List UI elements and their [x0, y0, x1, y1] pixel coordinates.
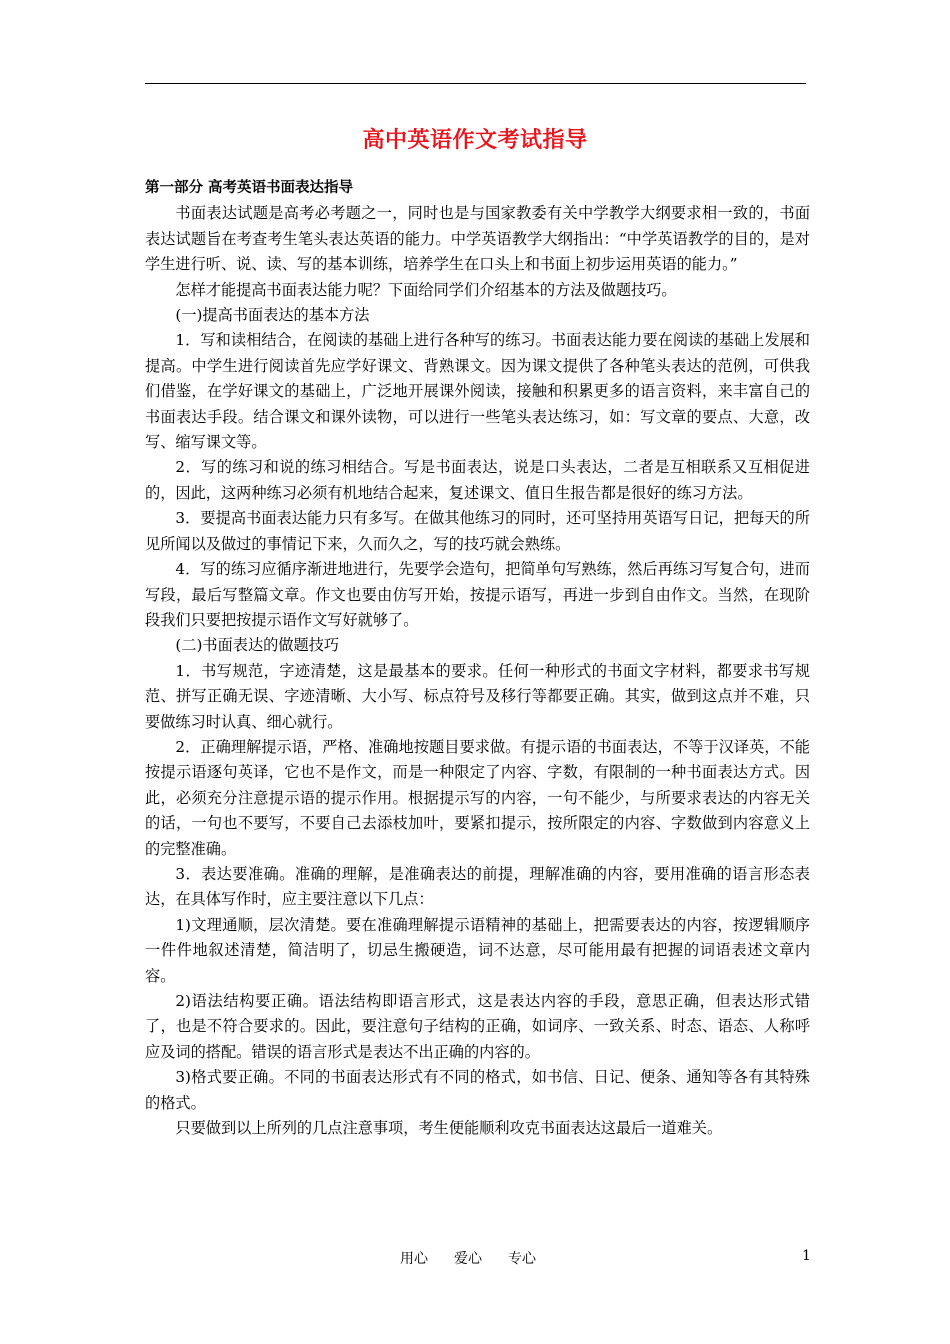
- motto-word: 爱心: [454, 1251, 482, 1267]
- paragraph: 1．书写规范，字迹清楚，这是最基本的要求。任何一种形式的书面文字材料，都要求书写规范、拼写正确无误、字迹清晰、大小写、标点符号及移行等都要正确。其实，做到这点并不难，只要做练习时认真、细心就行。: [145, 661, 810, 731]
- page-number: 1: [802, 1248, 811, 1264]
- paragraph: 2)语法结构要正确。语法结构即语言形式，这是表达内容的手段，意思正确，但表达形式错了，也是不符合要求的。因此，要注意句子结构的正确，如词序、一致关系、时态、语态、人称呼应及词的搭配。错误的语言形式是表达不出正确的内容的。: [145, 992, 810, 1061]
- document-title: 高中英语作文考试指导: [362, 128, 588, 153]
- paragraph: 书面表达试题是高考必考题之一，同时也是与国家教委有关中学教学大纲要求相一致的，书面表达试题旨在考查考生笔头表达英语的能力。中学英语教学大纲指出：“中学英语教学的目的，是对学生进行听、说、读、写的基本训练，培养学生在口头上和书面上初步运用英语的能力。”: [145, 204, 810, 274]
- motto-word: 用心: [400, 1251, 428, 1267]
- paragraph: 2．写的练习和说的练习相结合。写是书面表达，说是口头表达，二者是互相联系又互相促进的，因此，这两种练习必须有机地结合起来，复述课文、值日生报告都是很好的练习方法。: [145, 458, 810, 502]
- paragraph: 1)文理通顺，层次清楚。要在准确理解提示语精神的基础上，把需要表达的内容，按逻辑顺序一件件地叙述清楚，简洁明了，切忌生搬硬造，词不达意，尽可能用最有把握的词语表述文章内容。: [145, 915, 810, 985]
- subsection-heading: (一)提高书面表达的基本方法: [175, 306, 370, 325]
- header-rule: [145, 83, 806, 84]
- footer-motto: [400, 1248, 562, 1268]
- paragraph: 只要做到以上所列的几点注意事项，考生便能顺利攻克书面表达这最后一道难关。: [175, 1119, 723, 1138]
- paragraph: 2．正确理解提示语，严格、准确地按题目要求做。有提示语的书面表达，不等于汉译英，不能按提示语逐句英译，它也不是作文，而是一种限定了内容、字数，有限制的一种书面表达方式。因此，必须充分注意提示语的提示作用。根据提示写的内容，一句不能少，与所要求表达的内容无关的话，一句也不要写，不要自己去添枝加叶，要紧扣提示，按所限定的内容、字数做到内容意义上的完整准确。: [145, 737, 810, 858]
- paragraph: 4．写的练习应循序渐进地进行，先要学会造句，把简单句写熟练，然后再练习写复合句，进而写段，最后写整篇文章。作文也要由仿写开始，按提示语写，再进一步到自由作文。当然，在现阶段我们只要把按提示语作文写好就够了。: [145, 560, 810, 629]
- paragraph: 3．表达要准确。准确的理解，是准确表达的前提，理解准确的内容，要用准确的语言形态表达，在具体写作时，应主要注意以下几点：: [145, 864, 810, 909]
- document-body: [145, 176, 810, 1141]
- paragraph: 1．写和读相结合，在阅读的基础上进行各种写的练习。书面表达能力要在阅读的基础上发展和提高。中学生进行阅读首先应学好课文、背熟课文。因为课文提供了各种笔头表达的范例，可供我们借鉴，在学好课文的基础上，广泛地开展课外阅读，接触和积累更多的语言资料，来丰富自己的书面表达手段。结合课文和课外读物，可以进行一些笔头表达练习，如：写文章的要点、大意，改写、缩写课文等。: [145, 331, 810, 452]
- section-heading: 第一部分 高考英语书面表达指导: [145, 180, 354, 196]
- paragraph: 3)格式要正确。不同的书面表达形式有不同的格式，如书信、日记、便条、通知等各有其特殊的格式。: [145, 1068, 810, 1112]
- paragraph: 怎样才能提高书面表达能力呢？下面给同学们介绍基本的方法及做题技巧。: [175, 280, 677, 299]
- subsection-heading: (二)书面表达的做题技巧: [175, 636, 340, 655]
- paragraph: 3．要提高书面表达能力只有多写。在做其他练习的同时，还可坚持用英语写日记，把每天的所见所闻以及做过的事情记下来，久而久之，写的技巧就会熟练。: [145, 509, 810, 553]
- motto-word: 专心: [508, 1251, 536, 1267]
